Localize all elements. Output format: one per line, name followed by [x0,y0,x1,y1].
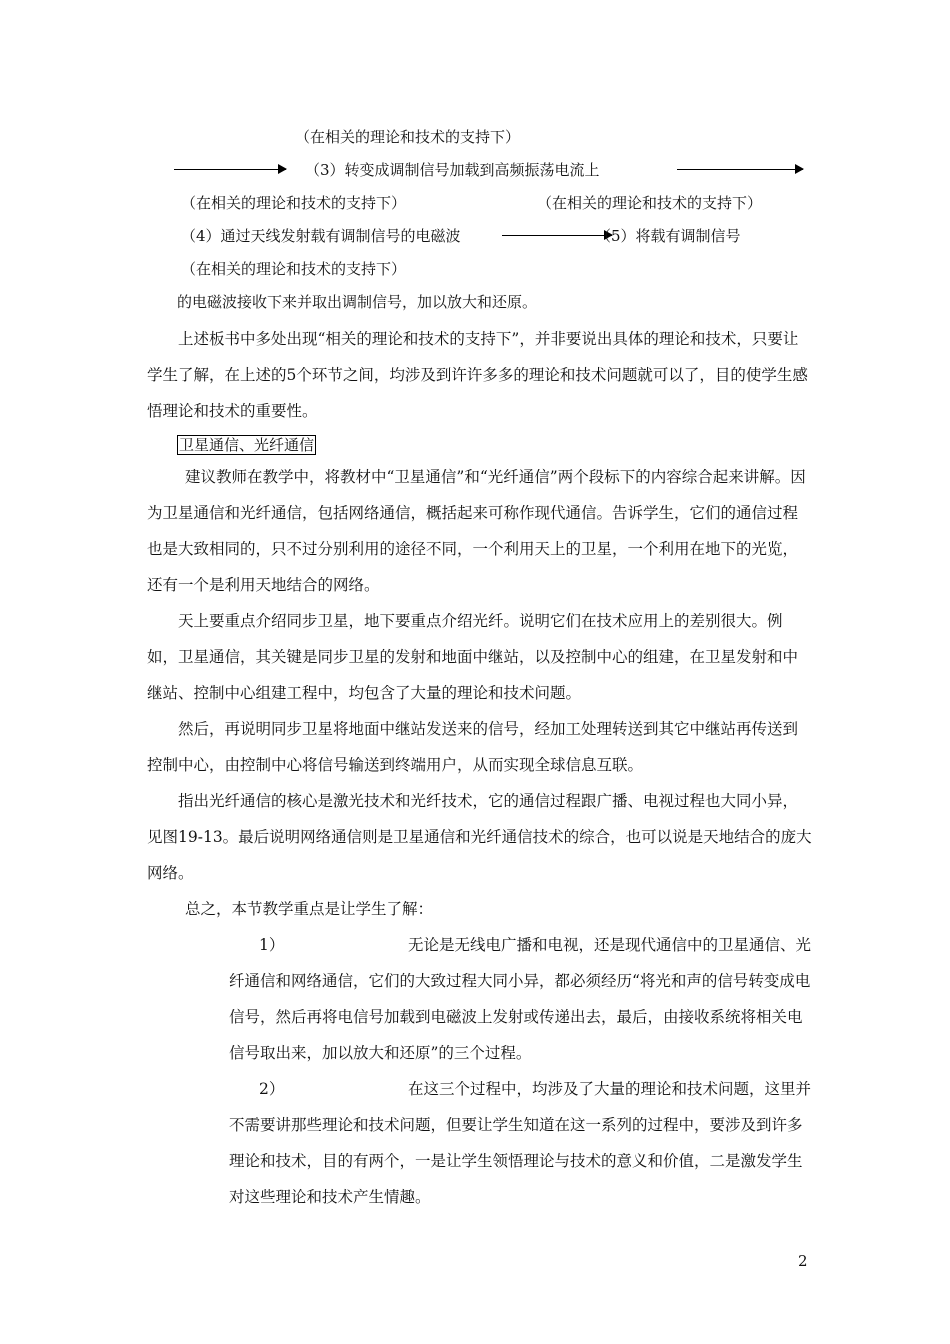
step-5-continuation: 的电磁波接收下来并取出调制信号，加以放大和还原。 [177,293,538,311]
flow-arrow-1 [174,169,286,170]
support-label-3: （在相关的理论和技术的支持下） [537,194,763,212]
support-label-1: （在相关的理论和技术的支持下） [295,128,521,146]
step-3-text: （3）转变成调制信号加载到高频振荡电流上 [305,161,600,179]
list-text: 在这三个过程中，均涉及了大量的理论和技术问题，这里并不需要讲那些理论和技术问题，但要让学生知道在这一系列的过程中，要涉及到许多理论和技术，目的有两个，一是让学生领悟理论与技术的意义和价值，二是激发学生对这些理论和技术产生情趣。 [229,1080,812,1206]
paragraph-summary: 总之，本节教学重点是让学生了解： [185,900,434,918]
list-number: 1） [259,936,285,954]
paragraph-blackboard-note: 上述板书中多处出现“相关的理论和技术的支持下”，并非要说出具体的理论和技术，只要让学生了解，在上述的5个环节之间，均涉及到许许多多的理论和技术问题就可以了，目的使学生感悟理论和技术的重要性。 [147,330,808,420]
paragraph-relay: 然后，再说明同步卫星将地面中继站发送来的信号，经加工处理转送到其它中继站再传送到控制中心，由控制中心将信号输送到终端用户，从而实现全球信息互联。 [147,720,799,774]
support-label-4: （在相关的理论和技术的支持下） [181,260,407,278]
page-number: 2 [798,1252,808,1270]
list-number: 2） [259,1080,285,1098]
section-heading [177,435,316,455]
paragraph-fiber-core: 指出光纤通信的核心是激光技术和光纤技术，它的通信过程跟广播、电视过程也大同小异，见图19-13。最后说明网络通信则是卫星通信和光纤通信技术的综合，也可以说是天地结合的庞大网络。 [147,792,812,882]
step-5-text: （5）将载有调制信号 [596,227,741,245]
list-item [229,927,813,1071]
step-4-text: （4）通过天线发射载有调制信号的电磁波 [181,227,461,245]
list-text: 无论是无线电广播和电视，还是现代通信中的卫星通信、光纤通信和网络通信，它们的大致过程大同小异，都必须经历“将光和声的信号转变成电信号，然后再将电信号加载到电磁波上发射或传递出去，最后，由接收系统将相关电信号取出来，加以放大和还原”的三个过程。 [229,936,812,1062]
support-label-2: （在相关的理论和技术的支持下） [181,194,407,212]
list-item [229,1071,813,1215]
section-heading-text: 卫星通信、光纤通信 [179,436,315,454]
paragraph-teaching-suggestion: 建议教师在教学中，将教材中“卫星通信”和“光纤通信”两个段标下的内容综合起来讲解。因为卫星通信和光纤通信，包括网络通信，概括起来可称作现代通信。告诉学生，它们的通信过程也是大致相同的，只不过分别利用的途径不同，一个利用天上的卫星，一个利用在地下的光览，还有一个是利用天地结合的网络。 [147,468,806,594]
flow-arrow-2 [677,169,803,170]
paragraph-satellite-fiber: 天上要重点介绍同步卫星，地下要重点介绍光纤。说明它们在技术应用上的差别很大。例如，卫星通信，其关键是同步卫星的发射和地面中继站，以及控制中心的组建，在卫星发射和中继站、控制中心组建工程中，均包含了大量的理论和技术问题。 [147,612,799,702]
